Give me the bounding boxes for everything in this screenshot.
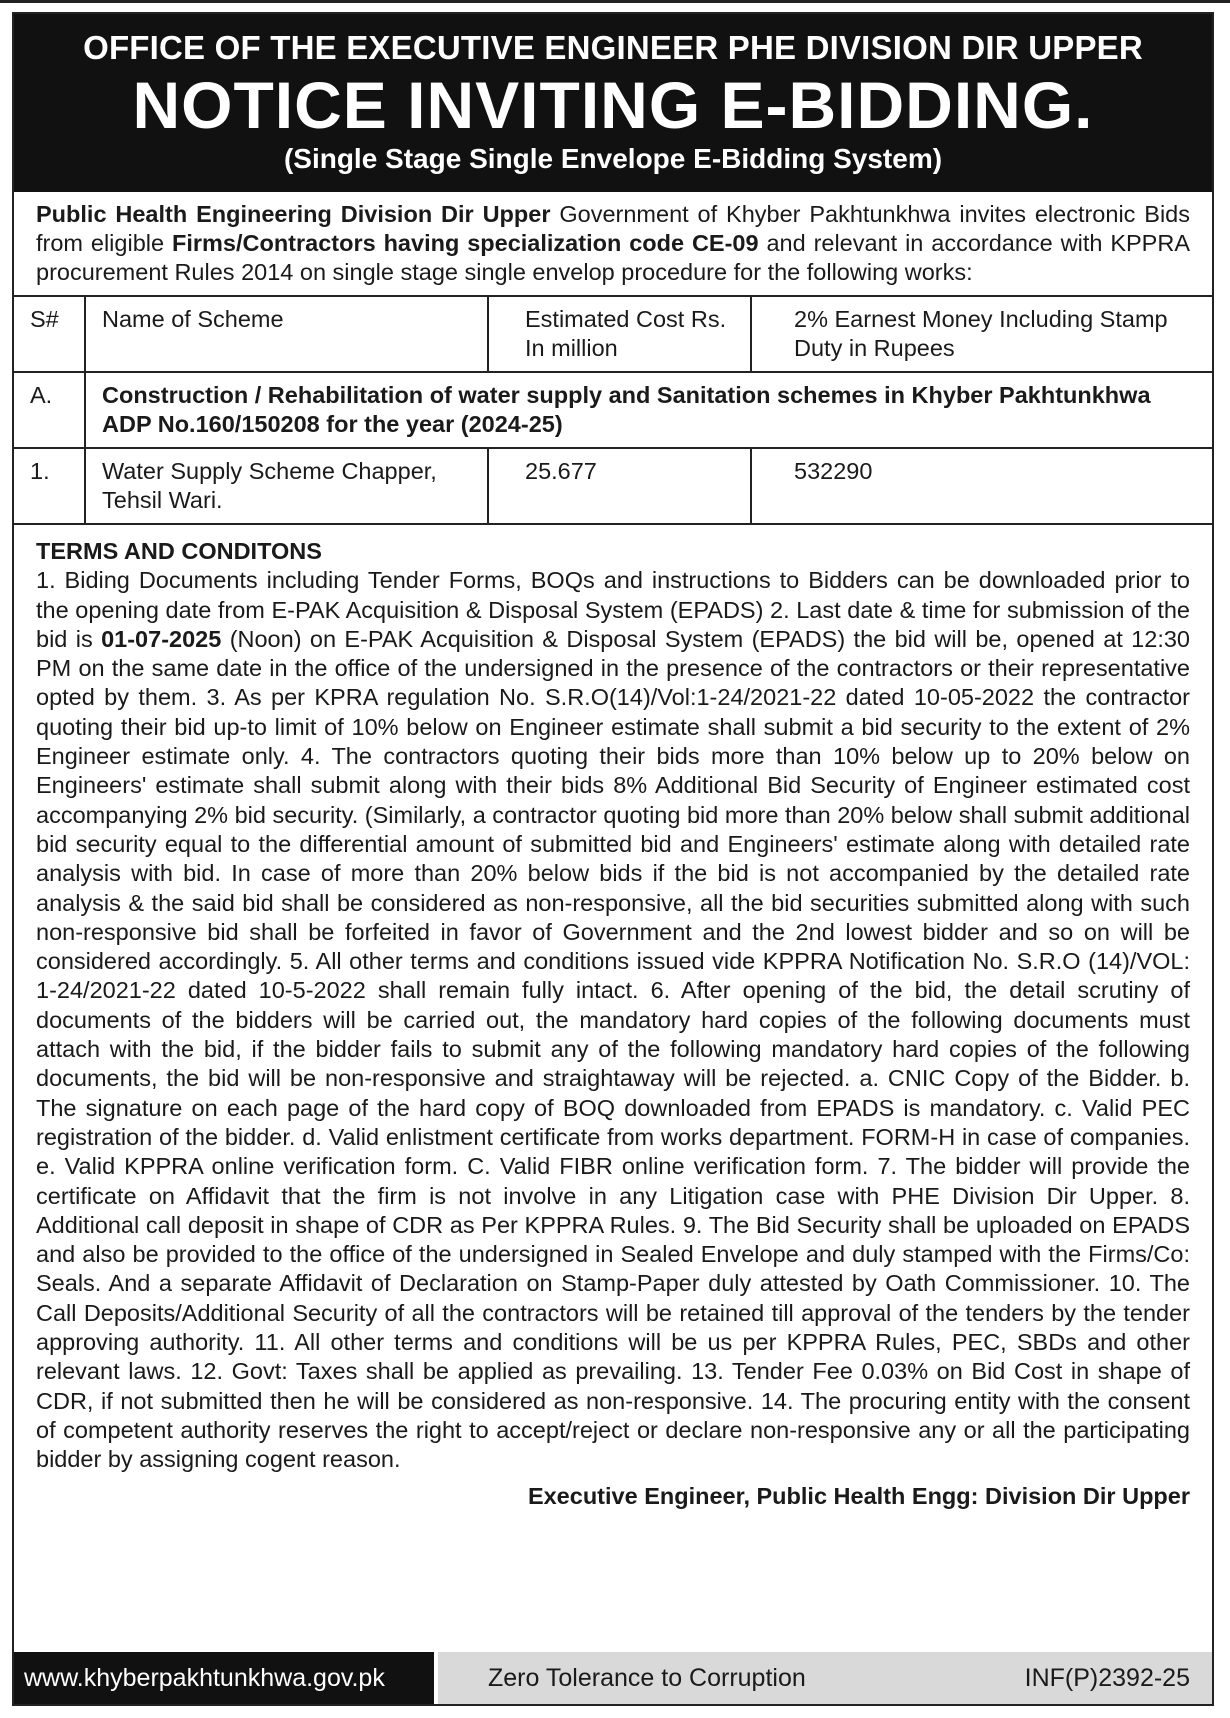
intro-text-1: Government of Khyber Pakhtunkhwa invites electronic Bids from eligible bbox=[36, 201, 1191, 256]
intro-bold-firms: Firms/Contractors having specialization code CE-09 bbox=[171, 230, 759, 256]
intro-paragraph bbox=[14, 192, 1212, 295]
footer-slogan-bar bbox=[438, 1652, 1212, 1704]
terms-title: TERMS AND CONDITONS bbox=[36, 538, 322, 564]
notice-subtitle: (Single Stage Single Envelope E-Bidding System) bbox=[283, 143, 943, 174]
table-header-row bbox=[14, 296, 1212, 372]
row-sno: 1. bbox=[14, 448, 85, 524]
reference-number: INF(P)2392-25 bbox=[1024, 1664, 1190, 1692]
header-scheme-name: Name of Scheme bbox=[85, 296, 488, 372]
slogan-text: Zero Tolerance to Corruption bbox=[488, 1664, 806, 1692]
notice-frame bbox=[12, 12, 1214, 1706]
section-label: A. bbox=[14, 372, 85, 448]
notice-title: NOTICE INVITING E-BIDDING. bbox=[132, 68, 1094, 142]
office-title: OFFICE OF THE EXECUTIVE ENGINEER PHE DIVISION DIR UPPER bbox=[83, 29, 1143, 66]
terms-text-2: (Noon) on E-PAK Acquisition & Disposal System (EPADS) the bid will be, opened at 12:30 PM on the same date in the office of the undersigned in the presence of the contractors or their representative opted by them. 3. As per KPRA regulation No. S.R.O(14)/Vol:1-24/2021-22 dated 10-05-2022 the contractor quoting their bid up-to limit of 10% below on Engineer estimate shall submit a bid security to the extent of 2% Engineer estimate only. 4. The contractors quoting their bids more than 10% below up to 20% below on Engineers' estimate shall submit along with their bids 8% Additional Bid Security of Engineer estimated cost accompanying 2% bid security. (Similarly, a contractor quoting bid more than 20% below shall submit additional bid security equal to the differential amount of submitted bid and Engineers' estimate along with detailed rate analysis with bid. In case of more than 20% below bids if the bid is not accompanied by the detailed rate analysis & the said bid shall be considered as non-responsive, all the bid securities submitted along with such non-responsive bid shall be forfeited in favor of Government and the 2nd lowest bidder and so on will be considered accordingly. 5. All other terms and conditions issued vide KPPRA Notification No. S.R.O (14)/VOL: 1-24/2021-22 dated 10-5-2022 shall remain fully intact. 6. After opening of the bid, the detail scrutiny of documents of the bidders will be carried out, the mandatory hard copies of the following documents must attach with the bid, if the bidder fails to submit any of the following mandatory hard copies of the following documents, the bid will be non-responsive and straightaway will be rejected. a. CNIC Copy of the Bidder. b. The signature on each page of the hard copy of BOQ downloaded from EPADS is mandatory. c. Valid PEC registration of the bidder. d. Valid enlistment certificate from works department. FORM-H in case of companies. e. Valid KPPRA online verification form. C. Valid FIBR online verification form. 7. The bidder will provide the certificate on Affidavit that the firm is not involve in any Litigation case with PHE Division Dir Upper. 8. Additional call deposit in shape of CDR as Per KPPRA Rules. 9. The Bid Security shall be uploaded on EPADS and also be provided to the office of the undersigned in Sealed Envelope and duly stamped with the Firms/Co: Seals. And a separate Affidavit of Declaration on Stamp-Paper duly attested by Oath Commissioner. 10. The Call Deposits/Additional Security of all the contractors will be retained till approval of the tenders by the tender approving authority. 11. All other terms and conditions will be us per KPPRA Rules, PEC, SBDs and other relevant laws. 12. Govt: Taxes shall be applied as prevailing. 13. Tender Fee 0.03% on Bid Cost in shape of CDR, if not submitted then he will be considered as non-responsive. 14. The procuring entity with the consent of competent authority reserves the right to accept/reject or declare non-responsive any or all the participating bidder by assigning cogent reason. bbox=[36, 625, 1190, 1473]
top-rule bbox=[0, 0, 1230, 3]
terms-body bbox=[36, 566, 1190, 1474]
terms-section bbox=[14, 525, 1212, 1475]
footer-bar bbox=[14, 1652, 1212, 1704]
header-banner bbox=[14, 14, 1212, 192]
row-earnest-money: 532290 bbox=[751, 448, 1212, 524]
intro-text-2: and relevant in accordance with KPPRA procurement Rules 2014 on single stage single envelop procedure for the following works: bbox=[36, 230, 1190, 285]
row-estimated-cost: 25.677 bbox=[488, 448, 751, 524]
website-link[interactable]: www.khyberpakhtunkhwa.gov.pk bbox=[14, 1652, 434, 1704]
terms-text-1: 1. Biding Documents including Tender Forms, BOQs and instructions to Bidders can be downloaded prior to the opening date from E-PAK Acquisition & Disposal System (EPADS) 2. Last date & time for submission of the bid is bbox=[36, 567, 1190, 652]
works-table bbox=[14, 295, 1212, 525]
header-sno: S# bbox=[14, 296, 85, 372]
signature-line: Executive Engineer, Public Health Engg: Division Dir Upper bbox=[527, 1482, 1190, 1509]
intro-bold-division: Public Health Engineering Division Dir Upper bbox=[36, 201, 551, 227]
header-estimated-cost: Estimated Cost Rs. In million bbox=[488, 296, 751, 372]
row-scheme-name: Water Supply Scheme Chapper, Tehsil Wari. bbox=[85, 448, 488, 524]
submission-date: 01-07-2025 bbox=[101, 625, 222, 652]
table-row bbox=[14, 448, 1212, 524]
section-title: Construction / Rehabilitation of water supply and Sanitation schemes in Khyber Pakhtunkhwa ADP No.160/150208 for the year (2024-25) bbox=[85, 372, 1212, 448]
table-section-row bbox=[14, 372, 1212, 448]
header-earnest-money: 2% Earnest Money Including Stamp Duty in Rupees bbox=[751, 296, 1212, 372]
